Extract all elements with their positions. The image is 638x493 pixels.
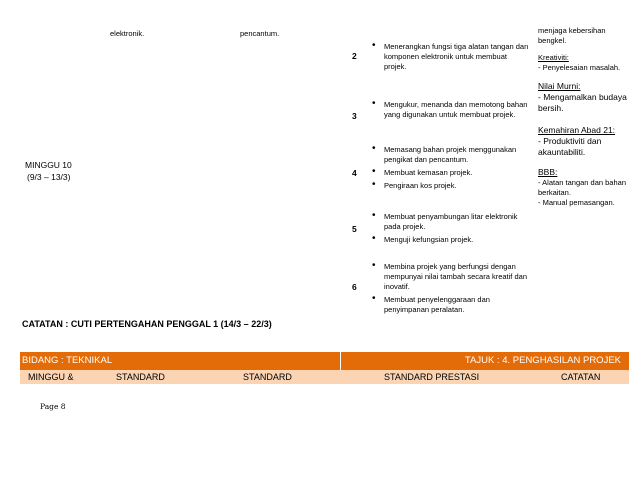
- list-item: • Membuat penyelenggaraan dan penyimpanan peralatan.: [370, 295, 530, 315]
- row-number-5: 5: [352, 224, 357, 234]
- row-number-6: 6: [352, 282, 357, 292]
- col-header-standard-prestasi: STANDARD PRESTASI: [384, 372, 480, 382]
- row-number-2: 2: [352, 51, 357, 61]
- fragment-pencantum: pencantum.: [240, 29, 280, 38]
- row-4-list: [370, 145, 530, 194]
- week-label: MINGGU 10: [25, 160, 72, 170]
- note-bbb-title: BBB:: [538, 167, 558, 177]
- list-item: • Mengukur, menanda dan memotong bahan yang digunakan untuk membuat projek.: [370, 100, 530, 120]
- note-bbb-body-2: - Manual pemasangan.: [538, 198, 615, 207]
- row-number-3: 3: [352, 111, 357, 121]
- col-header-standard-2: STANDARD: [243, 372, 292, 382]
- row-5-list: [370, 212, 530, 248]
- list-item: • Pengiraan kos projek.: [370, 181, 530, 191]
- col-header-minggu: MINGGU &: [28, 372, 74, 382]
- list-item: • Menerangkan fungsi tiga alatan tangan dan komponen elektronik untuk membuat projek.: [370, 42, 530, 72]
- table-header-title-row: [20, 352, 629, 370]
- catatan-note: CATATAN : CUTI PERTENGAHAN PENGGAL 1 (14/3 – 22/3): [22, 319, 272, 329]
- list-item: • Membuat penyambungan litar elektronik pada projek.: [370, 212, 530, 232]
- tajuk-label: TAJUK : 4. PENGHASILAN PROJEK: [464, 355, 621, 366]
- bidang-label: BIDANG : TEKNIKAL: [22, 355, 113, 366]
- row-2-list: [370, 42, 530, 75]
- note-kemahiran-title: Kemahiran Abad 21:: [538, 125, 616, 135]
- note-kreativiti-body: - Penyelesaian masalah.: [538, 63, 621, 72]
- list-item: • Menguji kefungsian projek.: [370, 235, 530, 245]
- row-6-list: [370, 262, 530, 318]
- list-item: • Memasang bahan projek menggunakan pengikat dan pencantum.: [370, 145, 530, 165]
- notes-column: [538, 26, 628, 208]
- note-kemahiran-body: - Produktiviti dan akauntabiliti.: [538, 136, 602, 157]
- page-number: Page 8: [40, 402, 66, 411]
- col-header-catatan: CATATAN: [561, 372, 601, 382]
- list-item: • Membina projek yang berfungsi dengan mempunyai nilai tambah secara kreatif dan inovatif.: [370, 262, 530, 292]
- row-number-4: 4: [352, 168, 357, 178]
- note-nilai-body: - Mengamalkan budaya bersih.: [538, 92, 627, 113]
- note-top: menjaga kebersihan bengkel.: [538, 26, 606, 45]
- week-dates: (9/3 – 13/3): [27, 172, 71, 182]
- note-kreativiti-title: Kreativiti:: [538, 53, 569, 62]
- fragment-elektronik: elektronik.: [110, 29, 145, 38]
- header-divider: [340, 352, 341, 370]
- note-bbb-body-1: - Alatan tangan dan bahan berkaitan.: [538, 178, 626, 197]
- table-header-columns-row: [20, 370, 629, 384]
- col-header-standard-1: STANDARD: [116, 372, 165, 382]
- row-3-list: [370, 100, 530, 123]
- note-nilai-title: Nilai Murni:: [538, 81, 581, 91]
- list-item: • Membuat kemasan projek.: [370, 168, 530, 178]
